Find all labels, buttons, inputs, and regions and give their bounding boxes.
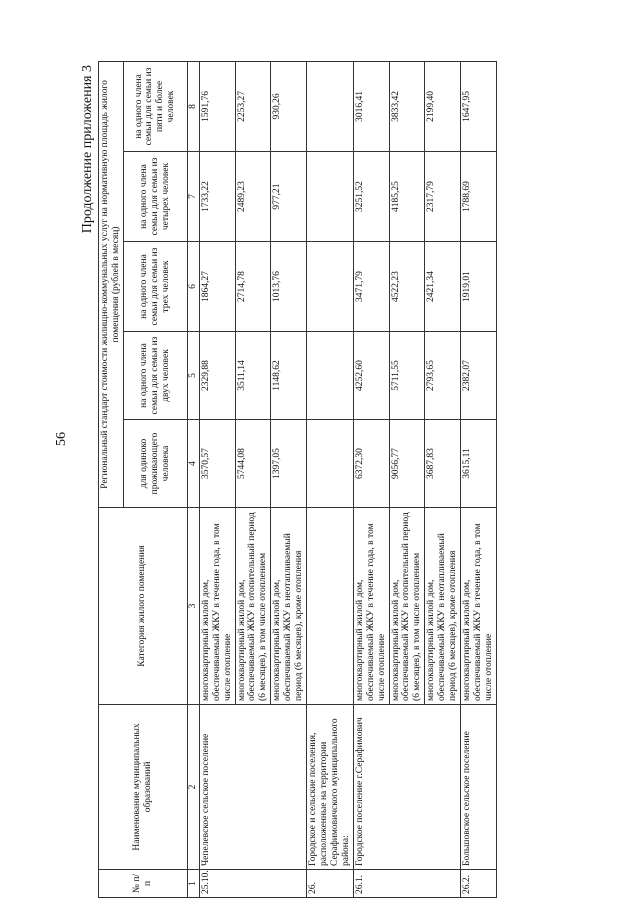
index-cell: 1 bbox=[187, 870, 199, 898]
value-cell: 2199,40 bbox=[425, 61, 461, 151]
row-category: многоквартирный жилой дом, обеспечиваемый ЖКУ в течение года, в том числе отопление bbox=[461, 508, 497, 705]
row-name: Большовское сельское поселение bbox=[461, 705, 497, 870]
rotated-page-content bbox=[80, 60, 620, 900]
empty-cell bbox=[307, 61, 354, 151]
empty-cell bbox=[307, 152, 354, 242]
continuation-label: Продолжение приложения 3 bbox=[80, 65, 95, 234]
value-cell: 2253,27 bbox=[235, 61, 271, 151]
value-cell: 3570,57 bbox=[199, 420, 235, 508]
row-category: многоквартирный жилой дом, обеспечиваемый ЖКУ в неотапливаемый период (6 месяцев), кроме отопления bbox=[271, 508, 307, 705]
value-cell: 1591,76 bbox=[199, 61, 235, 151]
value-cell: 1919,01 bbox=[461, 242, 497, 332]
header-col-four: на одного члена семьи для семьи из четырех человек bbox=[123, 152, 187, 242]
row-category: многоквартирный жилой дом, обеспечиваемый ЖКУ в течение года, в том числе отопление bbox=[199, 508, 235, 705]
header-name: Наименование муниципальных образований bbox=[99, 705, 188, 870]
row-num: 26.2. bbox=[461, 870, 497, 898]
index-cell: 5 bbox=[187, 332, 199, 420]
header-col-five: на одного члена семьи для семьи из пяти и более человек bbox=[123, 61, 187, 151]
header-category: Категория жилого помещения bbox=[99, 508, 188, 705]
row-name: Чепелевское сельское поселение bbox=[199, 705, 306, 870]
row-name: Городское и сельские поселения, расположенные на территории Серафимовичского муниципального района: bbox=[307, 705, 354, 870]
value-cell: 930,26 bbox=[271, 61, 307, 151]
header-col-two: на одного члена семьи для семьи из двух человек bbox=[123, 332, 187, 420]
value-cell: 2489,23 bbox=[235, 152, 271, 242]
value-cell: 6372,30 bbox=[353, 420, 389, 508]
value-cell: 3687,83 bbox=[425, 420, 461, 508]
header-num: № п/п bbox=[99, 870, 188, 898]
empty-cell bbox=[307, 508, 354, 705]
value-cell: 2382,07 bbox=[461, 332, 497, 420]
table-row bbox=[461, 61, 497, 897]
value-cell: 3615,11 bbox=[461, 420, 497, 508]
value-cell: 3511,14 bbox=[235, 332, 271, 420]
value-cell: 1864,27 bbox=[199, 242, 235, 332]
value-cell: 1397,05 bbox=[271, 420, 307, 508]
row-num: 25.10. bbox=[199, 870, 306, 898]
value-cell: 977,21 bbox=[271, 152, 307, 242]
row-category: многоквартирный жилой дом, обеспечиваемый ЖКУ в течение года, в том числе отопление bbox=[353, 508, 389, 705]
table-row bbox=[199, 61, 235, 897]
index-cell: 3 bbox=[187, 508, 199, 705]
value-cell: 3016,41 bbox=[353, 61, 389, 151]
row-name: Городское поселение г.Серафимович bbox=[353, 705, 460, 870]
row-category: многоквартирный жилой дом, обеспечиваемый ЖКУ в отопительный период (6 месяцев), в том числе отоплением bbox=[235, 508, 271, 705]
value-cell: 5711,55 bbox=[389, 332, 425, 420]
value-cell: 1013,76 bbox=[271, 242, 307, 332]
index-cell: 6 bbox=[187, 242, 199, 332]
index-cell: 8 bbox=[187, 61, 199, 151]
value-cell: 2317,79 bbox=[425, 152, 461, 242]
value-cell: 1148,62 bbox=[271, 332, 307, 420]
index-row bbox=[187, 61, 199, 897]
header-col-single: для одиноко проживающего человека bbox=[123, 420, 187, 508]
index-cell: 4 bbox=[187, 420, 199, 508]
header-col-three: на одного члена семьи для семьи из трех человек bbox=[123, 242, 187, 332]
header-standard-title: Региональный стандарт стоимости жилищно-коммунальных услуг на нормативную площадь жилого помещения (рублей в месяц) bbox=[99, 61, 124, 507]
table-row bbox=[353, 61, 389, 897]
value-cell: 1733,22 bbox=[199, 152, 235, 242]
section-row bbox=[307, 61, 354, 897]
value-cell: 4522,23 bbox=[389, 242, 425, 332]
empty-cell bbox=[307, 242, 354, 332]
value-cell: 2714,78 bbox=[235, 242, 271, 332]
row-category: многоквартирный жилой дом, обеспечиваемый ЖКУ в отопительный период (6 месяцев), в том числе отоплением bbox=[389, 508, 425, 705]
value-cell: 3251,52 bbox=[353, 152, 389, 242]
value-cell: 4185,25 bbox=[389, 152, 425, 242]
row-category: многоквартирный жилой дом, обеспечиваемый ЖКУ в неотапливаемый период (6 месяцев), кроме отопления bbox=[425, 508, 461, 705]
value-cell: 5744,08 bbox=[235, 420, 271, 508]
value-cell: 3471,79 bbox=[353, 242, 389, 332]
header-row bbox=[99, 61, 124, 897]
value-cell: 2421,34 bbox=[425, 242, 461, 332]
index-cell: 2 bbox=[187, 705, 199, 870]
page-number: 56 bbox=[54, 432, 69, 446]
value-cell: 1647,95 bbox=[461, 61, 497, 151]
value-cell: 3833,42 bbox=[389, 61, 425, 151]
row-num: 26.1. bbox=[353, 870, 460, 898]
empty-cell bbox=[307, 332, 354, 420]
value-cell: 2793,65 bbox=[425, 332, 461, 420]
housing-standard-table bbox=[98, 61, 497, 898]
row-num: 26. bbox=[307, 870, 354, 898]
value-cell: 2329,88 bbox=[199, 332, 235, 420]
value-cell: 1788,69 bbox=[461, 152, 497, 242]
index-cell: 7 bbox=[187, 152, 199, 242]
value-cell: 9056,77 bbox=[389, 420, 425, 508]
empty-cell bbox=[307, 420, 354, 508]
value-cell: 4252,60 bbox=[353, 332, 389, 420]
